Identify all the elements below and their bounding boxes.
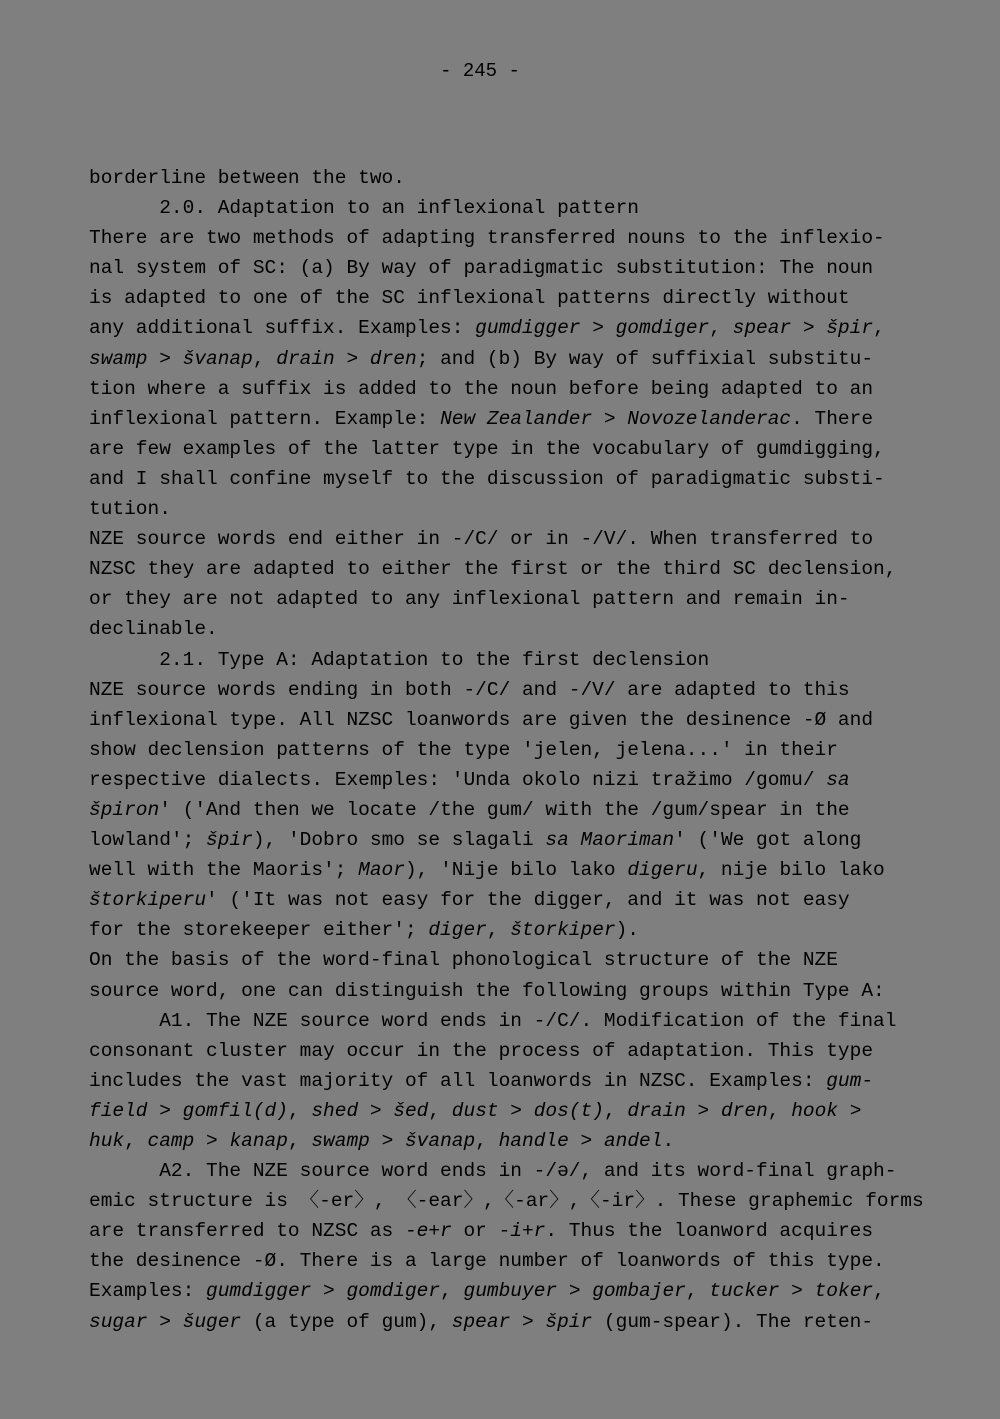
text-segment: > (557, 1280, 593, 1303)
text-segment: for the storekeeper either'; (89, 919, 429, 942)
text-segment: > (147, 1310, 183, 1333)
italic-term: huk (89, 1130, 125, 1152)
text-segment: or (451, 1220, 499, 1243)
text-line (89, 795, 919, 825)
italic-term: sugar (89, 1310, 148, 1333)
text-line (89, 494, 919, 524)
text-segment: > (580, 317, 616, 340)
text-segment: There are two methods of adapting transferred nouns to the inflexio- (89, 227, 885, 250)
text-segment: > (334, 347, 370, 370)
italic-term: andel (603, 1130, 663, 1152)
text-line (89, 223, 919, 253)
text-segment: , (603, 1099, 628, 1122)
text-segment: are few examples of the latter type in the vocabulary of gumdigging, (89, 437, 885, 460)
text-line (89, 554, 919, 584)
italic-term: swamp (89, 347, 148, 370)
text-segment: > (568, 1130, 604, 1152)
text-line (89, 945, 919, 975)
text-segment: Examples: (89, 1280, 207, 1303)
text-segment: , (428, 1099, 452, 1122)
text-segment: > (779, 1280, 815, 1303)
italic-term: šuger (182, 1310, 242, 1333)
text-segment: , (287, 1099, 312, 1122)
text-segment: is adapted to one of the SC inflexional patterns directly without (89, 287, 850, 310)
text-line (89, 1246, 919, 1276)
italic-term: sa (826, 768, 850, 791)
text-segment: ). (615, 919, 640, 942)
text-segment: or they are not adapted to any inflexional pattern and remain in- (89, 588, 850, 611)
text-segment: > (498, 1099, 534, 1122)
text-segment: > (369, 1130, 405, 1152)
text-segment: > (838, 1099, 862, 1122)
italic-term: gombajer (592, 1280, 686, 1303)
text-line (89, 1066, 919, 1096)
text-line (89, 313, 919, 343)
text-line (89, 374, 919, 404)
text-line (89, 825, 919, 855)
text-segment: On the basis of the word-final phonological structure of the NZE (89, 949, 838, 972)
text-line (89, 1276, 919, 1306)
text-segment: NZSC they are adapted to either the first or the third SC declension, (89, 558, 897, 581)
text-segment: inflexional pattern. Example: (89, 407, 441, 430)
text-line (89, 163, 919, 193)
italic-term: špir (826, 317, 874, 340)
text-segment: the desinence -Ø. There is a large number of loanwords of this type. (89, 1250, 885, 1273)
text-segment: > (311, 1280, 347, 1303)
text-line (89, 404, 919, 434)
text-line (89, 705, 919, 735)
italic-term: New Zealander (440, 407, 593, 430)
text-segment: , (124, 1130, 148, 1152)
text-segment: , (873, 1280, 885, 1303)
text-segment: emic structure is 〈-er〉, 〈-ear〉,〈-ar〉,〈-ir〉. These graphemic forms (89, 1190, 924, 1213)
text-segment: declinable. (89, 618, 218, 641)
text-segment: respective dialects. Exemples: 'Unda okolo nizi tražimo /gomu/ (89, 768, 827, 791)
italic-term: švanap (404, 1130, 476, 1152)
text-segment: NZE source words ending in both -/C/ and -/V/ are adapted to this (89, 678, 850, 701)
text-line (89, 1307, 919, 1337)
text-line (89, 464, 919, 494)
text-segment: , nije bilo lako (697, 859, 885, 882)
text-line (89, 735, 919, 765)
text-line (89, 1126, 919, 1156)
text-segment: any additional suffix. Examples: (89, 317, 476, 340)
text-line (89, 855, 919, 885)
page-number: - 245 - (440, 60, 520, 82)
text-segment: ), 'Nije bilo lako (404, 859, 628, 882)
text-line (89, 614, 919, 644)
text-segment: > (685, 1099, 721, 1122)
text-segment: ' ('It was not easy for the digger, and it was not easy (206, 889, 850, 912)
text-line (89, 344, 919, 374)
text-line (89, 765, 919, 795)
italic-term: šed (393, 1099, 429, 1122)
text-segment: , (685, 1280, 710, 1303)
italic-term: drain (276, 347, 335, 370)
italic-term: dren (720, 1099, 768, 1122)
text-line (89, 915, 919, 945)
italic-term: digeru (627, 859, 698, 882)
text-segment: . (662, 1130, 675, 1152)
italic-term: štorkiper (510, 919, 616, 942)
text-segment: > (791, 317, 827, 340)
text-line (89, 434, 919, 464)
text-line (89, 675, 919, 705)
text-line (89, 253, 919, 283)
italic-term: handle (498, 1130, 569, 1152)
text-segment: ; and (b) By way of suffixial substitu- (416, 347, 874, 370)
text-segment: NZE source words end either in -/C/ or in -/V/. When transferred to (89, 528, 874, 551)
text-segment: > (358, 1099, 394, 1122)
italic-term: dust (451, 1099, 499, 1122)
text-segment: > (147, 347, 183, 370)
italic-term: švanap (182, 347, 253, 370)
text-segment: (gum-spear). The reten- (592, 1310, 874, 1333)
italic-term: gumdigger (475, 317, 581, 340)
text-segment: (a type of gum), (241, 1310, 452, 1333)
italic-term: swamp (311, 1130, 370, 1152)
text-segment: A1. The NZE source word ends in -/C/. Modification of the final (89, 1009, 897, 1032)
text-segment: lowland'; (89, 829, 207, 852)
italic-term: gumdigger (206, 1280, 312, 1303)
text-segment: ' ('And then we locate /the gum/ with the /gum/spear in the (159, 798, 850, 821)
italic-term: -e+r (404, 1220, 452, 1243)
text-segment: tution. (89, 498, 171, 521)
italic-term: špir (206, 829, 253, 852)
text-line (89, 1096, 919, 1126)
text-segment: nal system of SC: (a) By way of paradigmatic substitution: The noun (89, 257, 874, 280)
text-segment: , (252, 347, 277, 370)
text-segment: > (592, 407, 628, 430)
text-line (89, 193, 919, 223)
text-segment: ' ('We got along (674, 829, 862, 852)
text-segment: , (440, 1280, 464, 1303)
italic-term: -i+r (498, 1220, 546, 1243)
text-line (89, 1216, 919, 1246)
italic-term: gumbuyer (463, 1280, 558, 1303)
italic-term: špiron (89, 798, 160, 821)
text-line (89, 584, 919, 614)
text-segment: consonant cluster may occur in the process of adaptation. This type (89, 1039, 874, 1062)
italic-term: špir (545, 1310, 593, 1333)
italic-term: dren (369, 347, 417, 370)
italic-term: sa Maoriman (545, 829, 675, 852)
text-segment: and I shall confine myself to the discussion of paradigmatic substi- (89, 467, 885, 490)
italic-term: camp (147, 1130, 195, 1152)
italic-term: gomfil(d) (182, 1099, 288, 1122)
italic-term: Maor (358, 859, 405, 882)
text-line (89, 524, 919, 554)
italic-term: dos(t) (533, 1099, 604, 1122)
text-line (89, 1006, 919, 1036)
text-segment: > (194, 1130, 230, 1152)
italic-term: spear (732, 317, 792, 340)
text-segment: > (147, 1099, 183, 1122)
italic-term: spear (451, 1310, 511, 1333)
text-line (89, 1186, 924, 1216)
text-segment: 2.0. Adaptation to an inflexional pattern (89, 197, 639, 220)
text-segment: A2. The NZE source word ends in -/ə/, and its word-final graph- (89, 1160, 897, 1183)
text-segment: ), 'Dobro smo se slagali (252, 829, 546, 852)
body-text (89, 163, 924, 1337)
text-segment: , (475, 1130, 499, 1152)
italic-term: toker (814, 1280, 874, 1303)
italic-term: drain (627, 1099, 686, 1122)
italic-term: tucker (709, 1280, 780, 1303)
text-segment: , (709, 317, 733, 340)
text-segment: 2.1. Type A: Adaptation to the first declension (89, 648, 710, 671)
text-segment: source word, one can distinguish the following groups within Type A: (89, 979, 885, 1002)
text-segment: show declension patterns of the type 'jelen, jelena...' in their (89, 738, 838, 761)
italic-term: diger (428, 919, 487, 942)
italic-term: hook (791, 1099, 838, 1122)
text-segment: , (486, 919, 511, 942)
text-segment: . There (791, 407, 874, 430)
text-segment: , (287, 1130, 312, 1152)
text-segment: are transferred to NZSC as (89, 1220, 405, 1243)
text-line (89, 1156, 919, 1186)
text-line (89, 885, 919, 915)
text-segment: . Thus the loanword acquires (545, 1220, 874, 1243)
text-segment: includes the vast majority of all loanwords in NZSC. Examples: (89, 1069, 827, 1092)
italic-term: shed (311, 1099, 359, 1122)
text-line (89, 976, 919, 1006)
italic-term: kanap (229, 1130, 288, 1152)
text-segment: tion where a suffix is added to the noun before being adapted to an (89, 377, 874, 400)
text-line (89, 283, 919, 313)
text-segment: inflexional type. All NZSC loanwords are given the desinence -Ø and (89, 708, 874, 731)
text-segment: , (873, 317, 885, 340)
text-line (89, 645, 919, 675)
italic-term: štorkiperu (89, 889, 207, 912)
italic-term: field (89, 1099, 148, 1122)
text-segment: borderline between the two. (89, 167, 405, 189)
italic-term: gum- (826, 1069, 874, 1092)
text-segment: well with the Maoris'; (89, 859, 359, 882)
text-segment: , (767, 1099, 792, 1122)
text-line (89, 1036, 919, 1066)
text-segment: > (510, 1310, 546, 1333)
italic-term: gomdiger (615, 317, 710, 340)
italic-term: gomdiger (346, 1280, 441, 1303)
italic-term: Novozelanderac (627, 407, 792, 430)
